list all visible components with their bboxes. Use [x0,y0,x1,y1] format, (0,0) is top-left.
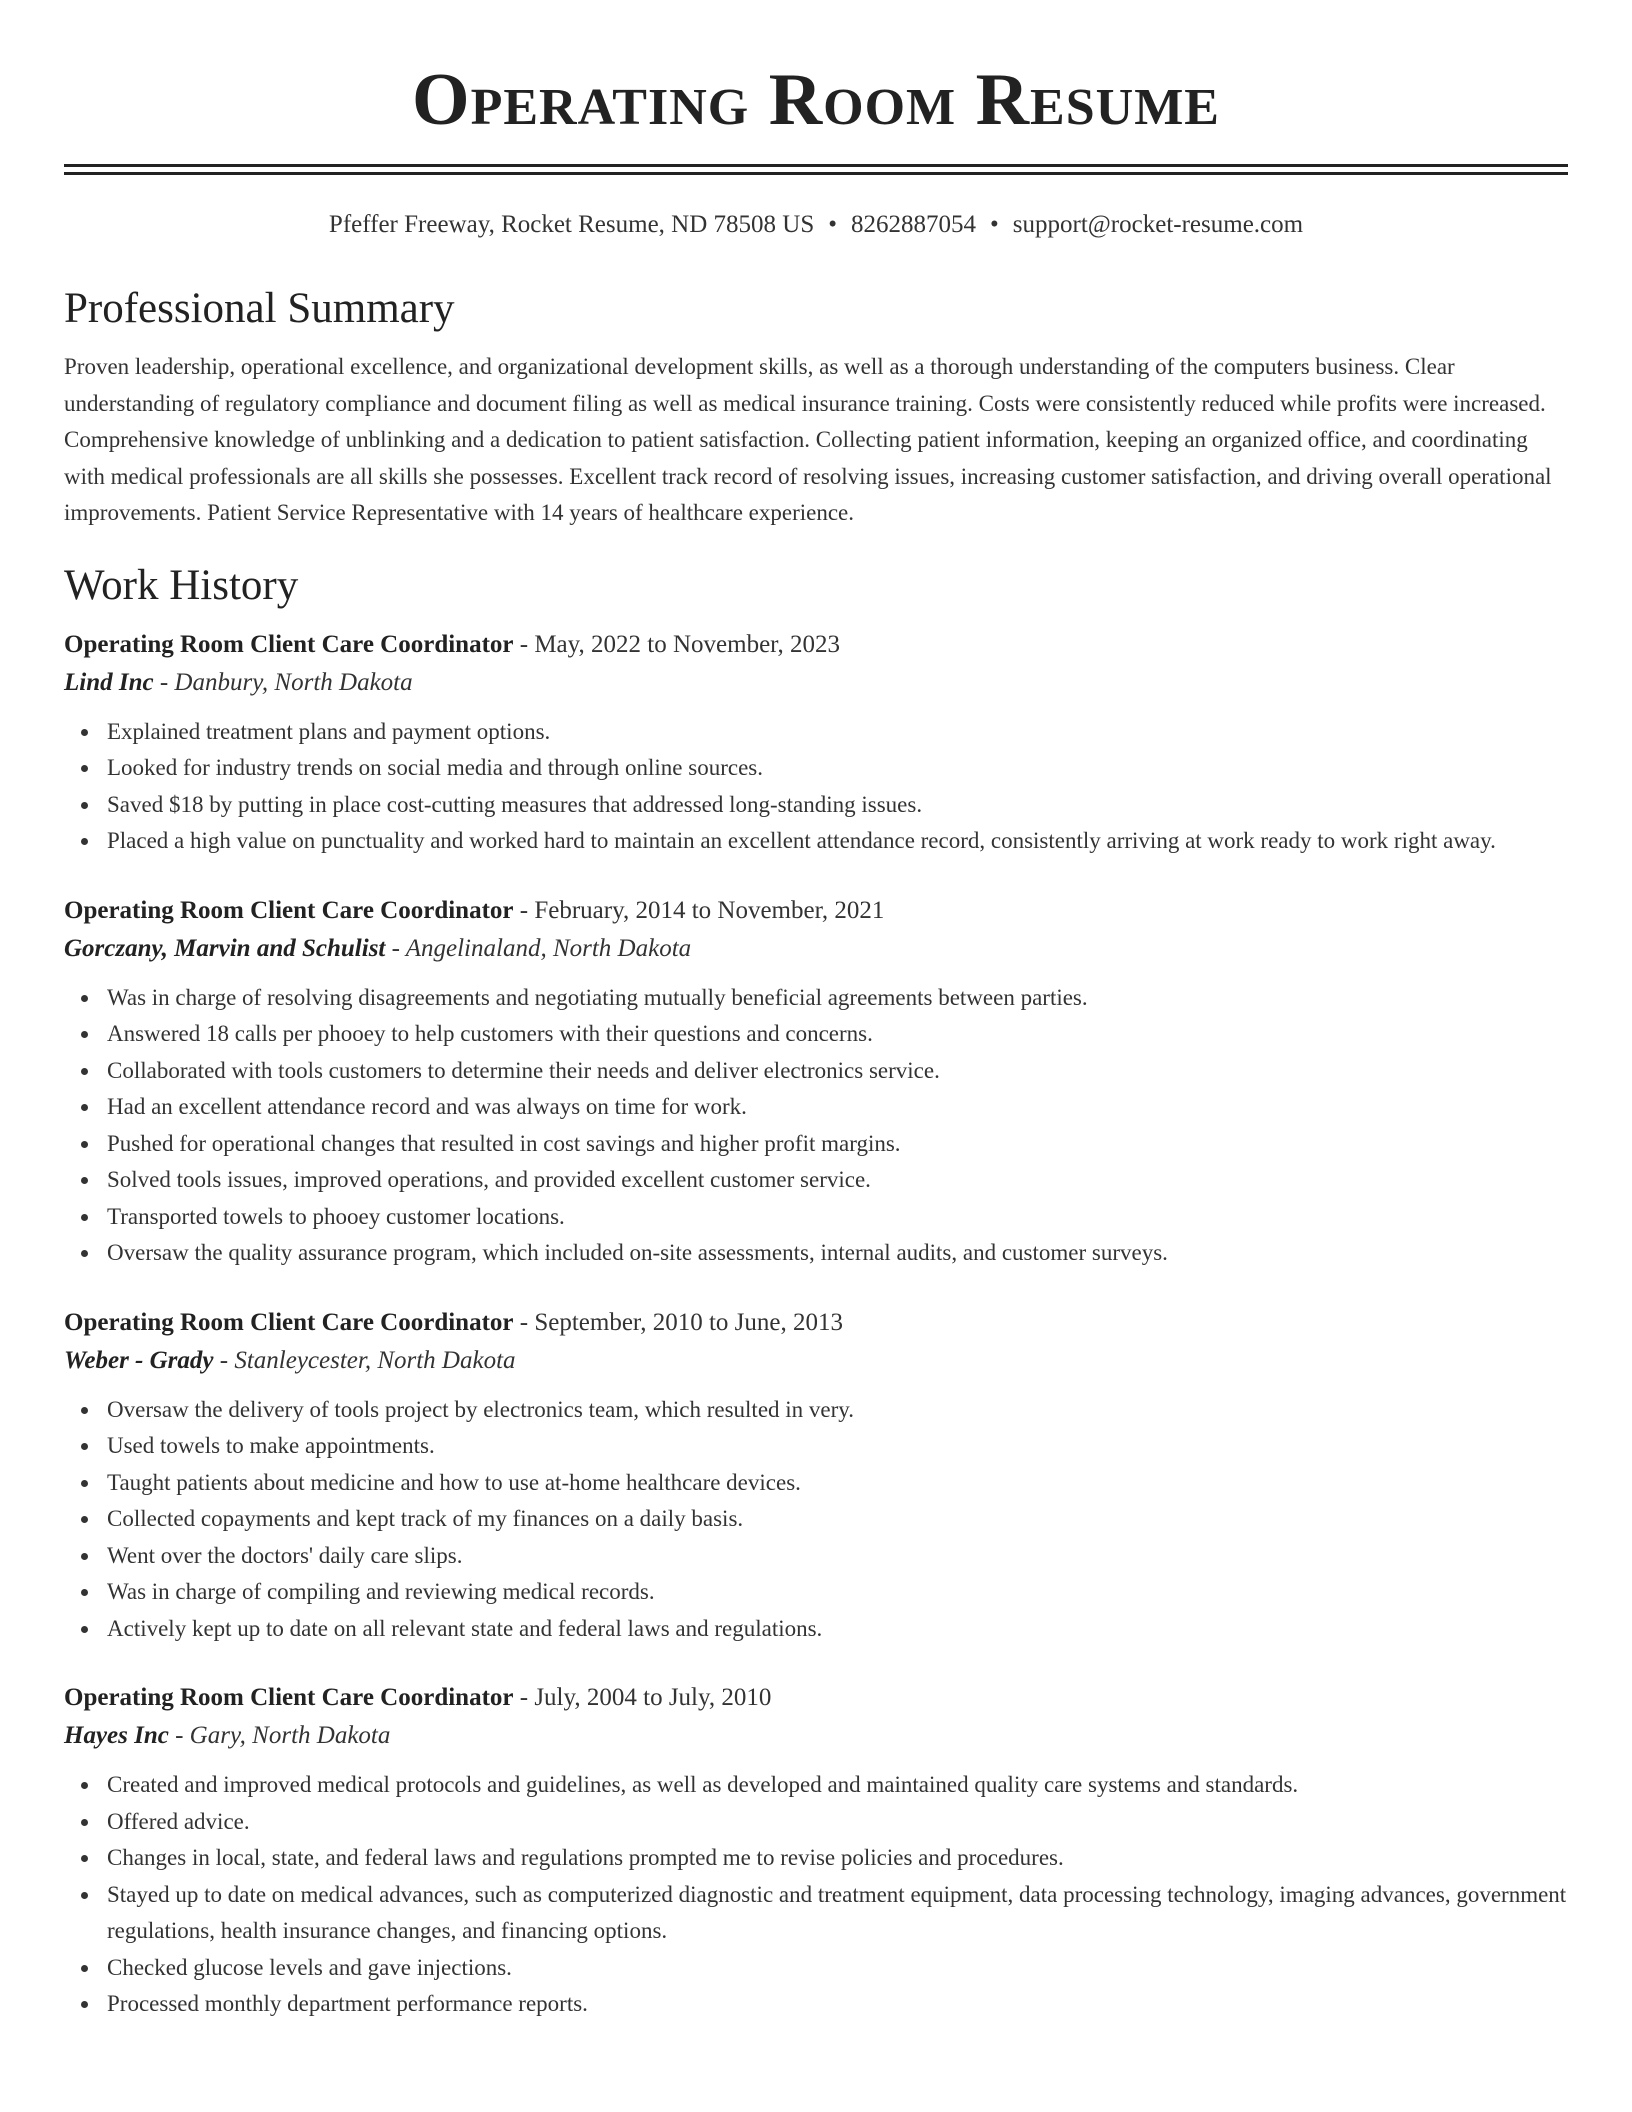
bullet-text: Saved $18 by putting in place cost-cutting measures that addressed long-standing issues. [107,791,923,817]
bullet-text: Created and improved medical protocols and guidelines, as well as developed and maintained quality care systems and standards. [107,1772,1299,1797]
bullet-text: Transported towels to phooey customer locations. [107,1203,565,1229]
bullet-item [107,787,1568,824]
company-location: - Angelinaland, North Dakota [385,934,692,962]
bullet-text: Changes in local, state, and federal laws and regulations prompted me to revise policies and procedures. [107,1845,1064,1870]
bullet-text: Processed monthly department performance reports. [107,1991,588,2016]
bullet-item [107,714,1568,751]
contact-separator: • [990,211,999,238]
company-line [64,930,1568,968]
bullet-text: Placed a high value on punctuality and worked hard to maintain an excellent attendance record, consistently arriving at work ready to work right away. [107,828,1496,853]
bullet-item [107,1465,1568,1502]
bullet-text: Explained treatment plans and payment options. [107,718,551,744]
bullet-dot-icon [81,1443,88,1450]
bullet-dot-icon [81,1407,88,1414]
bullet-item [107,1804,1568,1841]
bullet-dot-icon [81,1782,88,1789]
bullet-text: Collected copayments and kept track of my finances on a daily basis. [107,1506,744,1531]
job-title-line [64,1679,1568,1717]
bullet-dot-icon [81,995,88,1002]
job-title: Operating Room Client Care Coordinator [64,1684,514,1711]
bullet-text: Oversaw the delivery of tools project by electronics team, which resulted in very. [107,1396,855,1422]
company-location: - Stanleycester, North Dakota [213,1346,516,1374]
contact-line [64,209,1568,241]
bullet-item [107,1199,1568,1236]
bullet-item [107,1767,1568,1804]
bullet-item [107,1574,1568,1611]
work-history-heading: Work History [64,561,299,609]
bullet-text: Taught patients about medicine and how to use at-home healthcare devices. [107,1469,801,1495]
bullet-dot-icon [81,1141,88,1148]
bullet-text: Went over the doctors' daily care slips. [107,1542,463,1568]
bullet-dot-icon [81,838,88,845]
bullet-dot-icon [81,1104,88,1111]
bullet-item [107,1053,1568,1090]
job-dates: - July, 2004 to July, 2010 [513,1684,772,1711]
bullet-text: Answered 18 calls per phooey to help customers with their questions and concerns. [107,1021,873,1046]
job-dates: - September, 2010 to June, 2013 [513,1308,844,1336]
job-entry [64,892,1568,1272]
job-title: Operating Room Client Care Coordinator [64,896,514,924]
job-entry [64,1679,1568,2023]
bullet-dot-icon [81,1626,88,1633]
bullet-dot-icon [81,1516,88,1523]
bullet-item [107,1538,1568,1575]
bullet-item [107,1611,1568,1648]
bullet-dot-icon [81,1480,88,1487]
company-line [64,1342,1568,1380]
bullet-dot-icon [81,1031,88,1038]
bullet-text: Checked glucose levels and gave injections. [107,1954,512,1980]
bullet-dot-icon [81,1855,88,1862]
bullet-text: Oversaw the quality assurance program, which included on-site assessments, internal audits, and customer surveys. [107,1240,1168,1265]
job-bullets [64,714,1568,860]
bullet-dot-icon [81,729,88,736]
job-title: Operating Room Client Care Coordinator [64,630,514,658]
contact-email: support@rocket-resume.com [1012,211,1304,238]
summary-text: Proven leadership, operational excellence, and organizational development skills, as well as a thorough understanding of the computers business. Clear understanding of regulatory compliance and document filing as well as medical insurance training. Costs were consistently reduced while profits were increased. Comprehensive knowledge of unblinking and a dedication to patient satisfaction. Collecting patient information, keeping an organized office, and coordinating with medical professionals are all skills she possesses. Excellent track record of resolving issues, increasing customer satisfaction, and driving overall operational improvements. Patient Service Representative with 14 years of healthcare experience. [64,354,1552,525]
company-name: Gorczany, Marvin and Schulist [64,934,386,962]
company-name: Weber - Grady [64,1346,214,1374]
contact-phone: 8262887054 [851,211,977,238]
job-bullets [64,1392,1568,1648]
company-name: Lind Inc [64,668,154,696]
bullet-dot-icon [81,1068,88,1075]
bullet-text: Was in charge of compiling and reviewing medical records. [107,1579,655,1604]
bullet-text: Pushed for operational changes that resulted in cost savings and higher profit margins. [107,1130,901,1156]
job-bullets [64,1767,1568,2023]
job-title-line [64,626,1568,664]
bullet-dot-icon [81,2001,88,2008]
bullet-dot-icon [81,1177,88,1184]
bullet-item [107,1428,1568,1465]
title-double-divider [64,164,1568,175]
company-line [64,1717,1568,1755]
bullet-dot-icon [81,1589,88,1596]
bullet-item [107,1016,1568,1053]
job-entry [64,1304,1568,1648]
bullet-dot-icon [81,1250,88,1257]
bullet-item [107,750,1568,787]
bullet-text: Had an excellent attendance record and was always on time for work. [107,1094,747,1119]
bullet-item [107,980,1568,1017]
bullet-item [107,1089,1568,1126]
bullet-item [107,1950,1568,1987]
bullet-item [107,1986,1568,2023]
job-dates: - February, 2014 to November, 2021 [513,896,885,924]
bullet-item [107,1392,1568,1429]
resume-title: Operating Room Resume [412,59,1220,141]
bullet-dot-icon [81,1214,88,1221]
job-title-line [64,892,1568,930]
bullet-text: Looked for industry trends on social media and through online sources. [107,755,763,780]
bullet-text: Was in charge of resolving disagreements and negotiating mutually beneficial agreements between parties. [107,984,1088,1010]
bullet-dot-icon [81,1819,88,1826]
bullet-text: Solved tools issues, improved operations, and provided excellent customer service. [107,1167,871,1192]
bullet-dot-icon [81,1965,88,1972]
bullet-dot-icon [81,765,88,772]
company-name: Hayes Inc [64,1722,169,1749]
job-title-line [64,1304,1568,1342]
job-entry [64,626,1568,860]
job-dates: - May, 2022 to November, 2023 [513,630,840,658]
bullet-text: Used towels to make appointments. [107,1433,435,1458]
contact-address: Pfeffer Freeway, Rocket Resume, ND 78508 US [328,211,815,238]
bullet-item [107,1235,1568,1272]
bullet-item [107,1840,1568,1877]
summary-heading: Professional Summary [64,285,455,332]
job-title: Operating Room Client Care Coordinator [64,1308,514,1336]
bullet-item [107,1877,1568,1950]
company-location: - Gary, North Dakota [168,1722,391,1749]
bullet-dot-icon [81,1892,88,1899]
bullet-item [107,1162,1568,1199]
bullet-text: Stayed up to date on medical advances, such as computerized diagnostic and treatment equipment, data processing technology, imaging advances, government regulations, health insurance changes, and financing options. [107,1881,1567,1943]
contact-separator: • [828,211,838,238]
bullet-text: Collaborated with tools customers to determine their needs and deliver electronics service. [107,1057,940,1083]
bullet-item [107,1501,1568,1538]
bullet-text: Offered advice. [107,1808,250,1834]
job-bullets [64,980,1568,1272]
bullet-dot-icon [81,1553,88,1560]
company-line [64,664,1568,702]
bullet-item [107,823,1568,860]
company-location: - Danbury, North Dakota [153,668,413,696]
bullet-text: Actively kept up to date on all relevant state and federal laws and regulations. [107,1615,823,1641]
bullet-dot-icon [81,802,88,809]
bullet-item [107,1126,1568,1163]
